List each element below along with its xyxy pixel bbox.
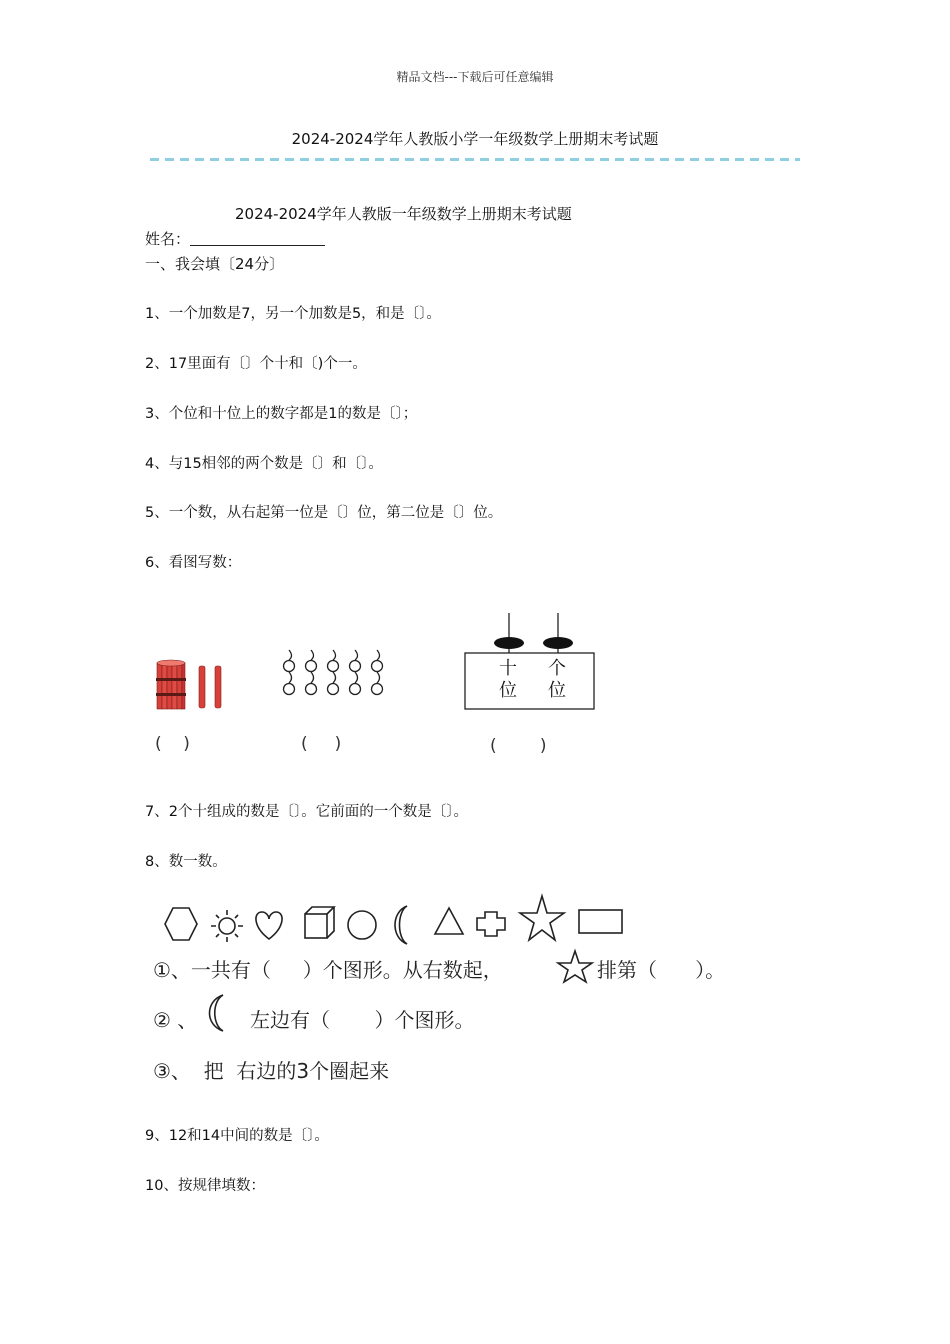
name-line (145, 228, 325, 249)
question-5: 5、一个数，从右起第一位是〔〕位，第二位是〔〕位。 (145, 505, 503, 521)
q8-line-1-rank: 排第（ ）。 (597, 958, 726, 982)
single-stick-icon (199, 666, 205, 708)
circle-icon (348, 911, 376, 939)
question-3: 3、个位和十位上的数字都是1的数是〔〕； (145, 406, 418, 422)
question-7: 7、2个十组成的数是〔〕。它前面的一个数是〔〕。 (145, 804, 468, 820)
abacus-tens-label: 十 位 (499, 658, 517, 701)
star-icon (553, 948, 597, 984)
cross-icon (477, 912, 505, 936)
question-2: 2、17里面有〔〕个十和〔)个一。 (145, 356, 367, 372)
question-10: 10、按规律填数： (145, 1178, 265, 1194)
hexagon-icon (165, 908, 197, 940)
bead-strings-icon (284, 650, 383, 695)
name-label: 姓名： (145, 230, 191, 248)
answer-paren-1[interactable]: ( ) (155, 734, 190, 754)
sub-title: 2024-2024学年人教版一年级数学上册期末考试题 (235, 205, 572, 223)
rectangle-icon (579, 910, 622, 933)
abacus-icon (465, 613, 594, 709)
q8-line-2: 左边有（ ）个图形。 (250, 1008, 475, 1032)
q8-figure (145, 890, 755, 1090)
q8-line-1: ①、一共有（ ）个图形。从右数起， (153, 958, 503, 982)
question-9: 9、12和14中间的数是〔〕。 (145, 1128, 329, 1144)
question-4: 4、与15相邻的两个数是〔〕和〔〕。 (145, 456, 383, 472)
moon-icon (395, 906, 407, 944)
question-1: 1、一个加数是7，另一个加数是5，和是〔〕。 (145, 306, 441, 322)
q8-shapes-row (145, 890, 635, 950)
question-8: 8、数一数。 (145, 854, 227, 870)
answer-paren-3[interactable]: ( ) (490, 736, 547, 756)
abacus-ones-label: 个 位 (548, 658, 566, 701)
heart-icon (256, 912, 282, 939)
q8-line-3: ③、 把 右边的3个圈起来 (153, 1059, 390, 1083)
name-blank[interactable] (190, 231, 325, 246)
moon-icon (197, 992, 231, 1034)
stick-bundle-icon (156, 660, 186, 709)
single-stick-icon (215, 666, 221, 708)
sun-icon (211, 910, 243, 942)
q8-line-2-number: ② 、 (153, 1008, 198, 1032)
triangle-icon (435, 908, 463, 934)
question-6: 6、看图写数： (145, 555, 242, 571)
dashed-divider (150, 158, 800, 161)
star-icon (520, 896, 564, 940)
main-title: 2024-2024学年人教版小学一年级数学上册期末考试题 (291, 130, 659, 148)
header-note: 精品文档---下载后可任意编辑 (396, 70, 554, 84)
cube-icon (305, 907, 334, 938)
section-1-heading: 一、我会填〔24分〕 (145, 255, 285, 273)
answer-paren-2[interactable]: ( ) (301, 734, 342, 754)
q6-figure (145, 600, 615, 775)
